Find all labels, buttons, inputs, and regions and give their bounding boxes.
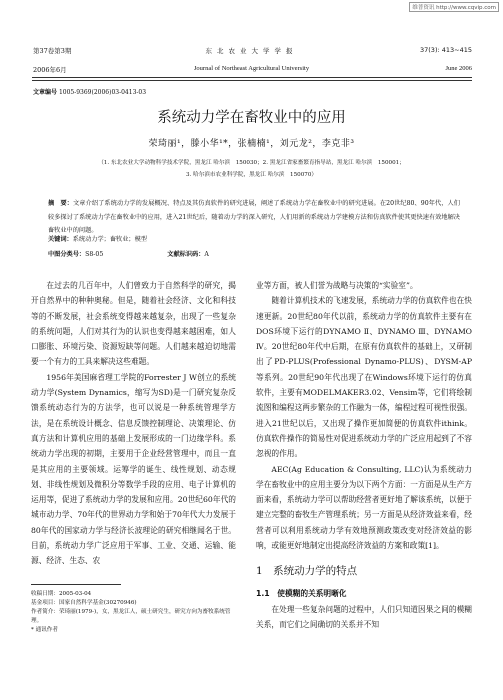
body-left-column <box>31 278 236 569</box>
watermark: 维普资讯 http://www.cqvip.com <box>409 2 499 12</box>
article-number <box>33 87 146 96</box>
article-number-value: 1005-9369(2006)03-0413-03 <box>58 89 147 96</box>
doc-code-label: 文献标识码： <box>167 251 205 258</box>
body-paragraph: 1956年美国麻省理工学院的Forrester J W创立的系统动力学(System Dynamics，缩写为SD)是一门研究复杂反馈系统动态行为的方法学，也可以说是一种系统管理学方法，是在系统设计概念、信息反馈控制理论、决策理论、仿真方法和计算机应用的基础上发展形成的一门边缘学科。系统动力学出现的初期，主要用于企业经营管理中，而且一直是其应用的主要领域。运筹学的诞生、线性规划、动态规划、非线性规划及微积分等数学手段的应用、电子计算机的运用等，促进了系统动力学的发展和应用。20世纪60年代的城市动力学、70年代的世界动力学和始于70年代大力发展于80年代的国家动力学与经济长波理论的研究相继闻名于世。目前，系统动力学广泛应用于军事、工业、交通、运输、能源、经济、生态、农 <box>31 372 236 566</box>
article-number-label: 文章编号 <box>33 89 58 96</box>
page-range: 37(3): 413~415 <box>420 46 472 54</box>
corresponding-author: * 通讯作者 <box>31 627 58 633</box>
clc-value: S8-05 <box>85 251 104 258</box>
abstract-label: 摘 要： <box>48 200 74 207</box>
section-heading-1-1: 1.1 使模糊的关系明晰化 <box>256 589 347 598</box>
footnote-rule <box>31 584 121 585</box>
affiliation-line-2: 3. 哈尔滨市农业科学院，黑龙江 哈尔滨 150070） <box>186 172 317 178</box>
header-rule <box>32 77 472 78</box>
received-date: 收稿日期：2005-03-04 <box>31 591 92 597</box>
paper-title: 系统动力学在畜牧业中的应用 <box>157 110 346 126</box>
journal-name-cn: 东北农业大学学报 <box>205 47 298 55</box>
volume-issue: 第37卷第3期 <box>33 47 72 55</box>
funding: 基金项目：国家自然科学基金(30270946) <box>31 600 137 606</box>
body-paragraph: 在过去的几百年中，人们曾致力于自然科学的研究，揭开自然界中的种种奥秘。但是，随着社会经济、文化和科技等的不断发展，社会系统变得越来越复杂，出现了一些复杂的系统问题，人们对其行为的认识也变得越来越困难，如人口膨胀、环境污染、资源短缺等问题。人们越来越迫切地需要一个有力的工具来解决这些难题。 <box>31 281 236 367</box>
classification <box>48 249 273 258</box>
abstract <box>48 197 460 238</box>
clc-label: 中图分类号： <box>48 251 86 258</box>
doc-code-value: A <box>204 251 209 258</box>
author-bio: 作者简介：荣琦丽(1979-)，女，黑龙江人，硕士研究生，研究方向为畜牧系统管理。 <box>31 609 231 624</box>
body-right-column <box>256 278 472 553</box>
affiliation-line-1: （1. 东北农业大学动物科学技术学院，黑龙江 哈尔滨 150030；2. 黑龙江省家畜繁育指导站，黑龙江 哈尔滨 150001； <box>98 160 405 166</box>
authors: 荣琦丽¹，滕小华¹*，张楠楠¹，刘元龙²，李克非³ <box>148 139 355 149</box>
keywords <box>48 234 147 243</box>
body-paragraph: 在处理一些复杂问题的过程中，人们只知道因果之间的模糊关系，而它们之间确切的关系并不知 <box>256 605 472 630</box>
issue-date-en: June 2006 <box>445 65 472 72</box>
body-paragraph: 随着计算机技术的飞速发展，系统动力学的仿真软件也在快速更新。20世纪80年代以前，系统动力学的仿真软件主要有在DOS环境下运行的DYNAMO Ⅱ、DYNAMO Ⅲ、DYNAMO Ⅳ。20世纪80年代中后期，在原有仿真软件的基础上，又研制出了PD-PLUS(Professional Dynamo-PLUS)、DYSM-AP等系列。20世纪90年代出现了在Windows环境下运行的仿真软件，主要有MODELMAKER3.02、Vensim等，它们将绘制流图和编程这两步繁杂的工作融为一体，编程过程可视性很强。进入21世纪以后，又出现了操作更加简便的仿真软件ithink。仿真软件操作的简易性对促进系统动力学的广泛应用起到了不容忽视的作用。 <box>256 296 472 459</box>
keywords-label: 关键词： <box>48 236 73 243</box>
body-paragraph: AEC(Ag Education & Consulting, LLC)认为系统动力学在畜牧业中的应用主要分为以下两个方面：一方面是从生产方面来看，系统动力学可以帮助经营者更好地了解该系统，以便于建立完整的畜牧生产管理系统；另一方面是从经济效益来看，经营者可以利用系统动力学有效地预测政策改变对经济效益的影响，或能更好地制定出提高经济效益的方案和政策[1]。 <box>256 464 472 551</box>
header-rule-thin <box>32 80 472 81</box>
body-right-end <box>256 602 472 633</box>
journal-name-en: Journal of Northeast Agricultural University <box>193 65 310 72</box>
issue-date-cn: 2006年6月 <box>33 66 67 74</box>
body-paragraph: 业等方面，被人们誉为战略与决策的“实验室”。 <box>256 281 418 290</box>
keywords-value: 系统动力学；畜牧业；模型 <box>72 236 147 243</box>
footnotes <box>31 590 236 635</box>
abstract-text: 文章介绍了系统动力学的发展概况、特点及其仿真软件的研究进展，阐述了系统动力学在畜牧业中的研究进展。在20世纪80、90年代，人们较多探讨了系统动力学在畜牧业中的应用，进入21世纪后，随着动力学的深入研究，人们用新的系统动力学建模方法和仿真软件使其更快速有效地解决畜牧业中的问题。 <box>48 200 460 234</box>
section-heading-1: 1 系统动力学的特点 <box>256 565 358 577</box>
